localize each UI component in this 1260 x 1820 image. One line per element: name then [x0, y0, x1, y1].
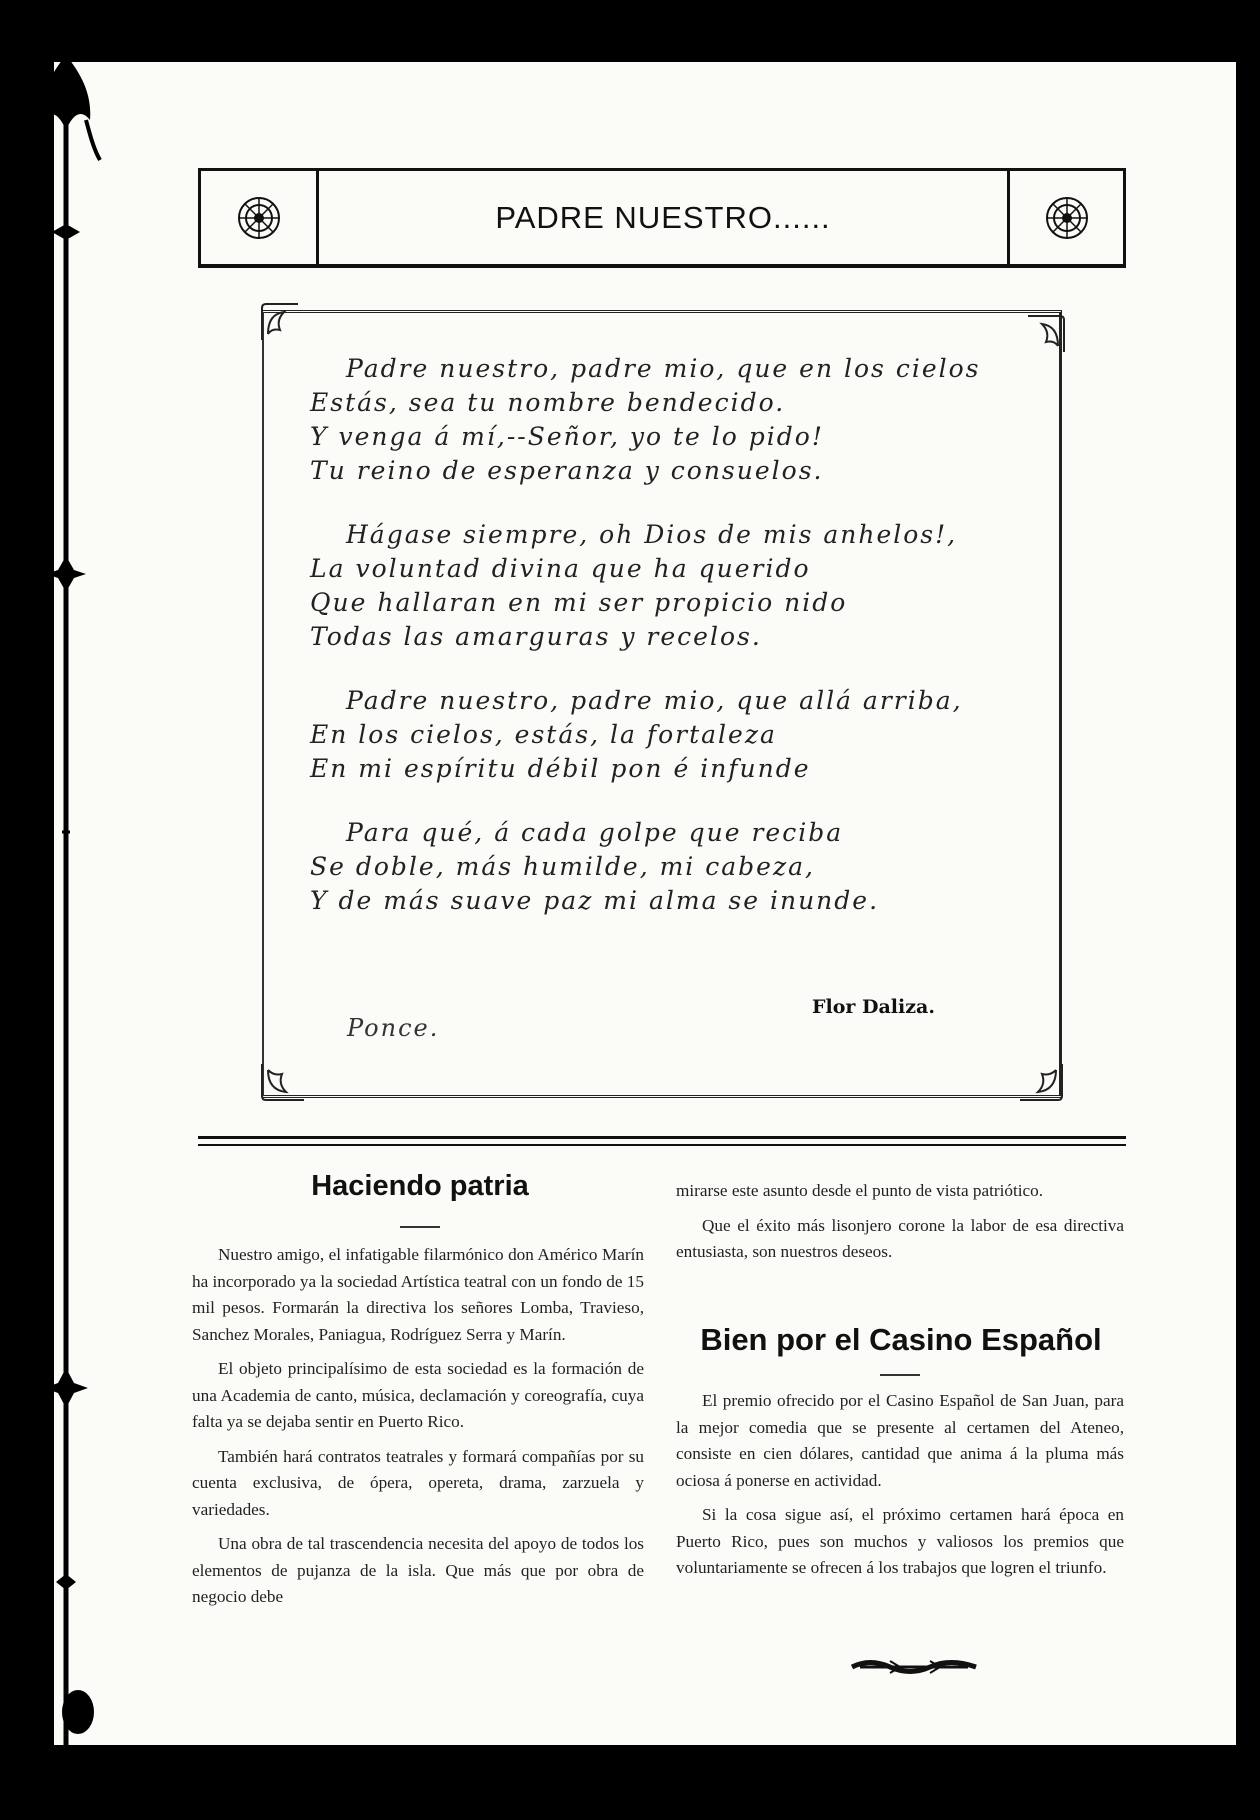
title-box	[198, 168, 1126, 268]
rosette-left	[201, 171, 319, 264]
poem-line: Todas las amarguras y recelos.	[310, 622, 762, 651]
poem-stanza	[310, 816, 1030, 918]
section-divider	[198, 1144, 1126, 1146]
article-paragraph: Nuestro amigo, el infatigable filarmónico don Américo Marín ha incorporado ya la sociedad Artística teatral con un fondo de 15 mil pesos. Formarán la directiva los señores Lomba, Travieso, Sanchez Morales, Paniagua, Rodríguez Serra y Marín.	[192, 1245, 644, 1344]
poem-line: Hágase siempre, oh Dios de mis anhelos!,	[346, 520, 958, 549]
section-divider	[198, 1136, 1126, 1139]
poem-line: Tu reino de esperanza y consuelos.	[310, 456, 824, 485]
article-continuation	[676, 1178, 1124, 1274]
end-ornament-icon	[850, 1656, 978, 1678]
poem-stanza	[310, 352, 1030, 488]
poem-stanza	[310, 684, 1030, 786]
poem-line: Padre nuestro, padre mio, que allá arriba,	[346, 686, 963, 715]
page-title: PADRE NUESTRO......	[495, 199, 831, 235]
poem-line: La voluntad divina que ha querido	[310, 554, 811, 583]
rosette-icon	[1044, 195, 1090, 241]
article-paragraph: mirarse este asunto desde el punto de vista patriótico.	[676, 1181, 1044, 1200]
poem-line: En mi espíritu débil pon é infunde	[310, 754, 811, 783]
poem-line: Y venga á mí,--Señor, yo te lo pido!	[310, 422, 824, 451]
poem	[310, 352, 1030, 948]
poem-signature: Flor Daliza.	[812, 996, 935, 1018]
article-paragraph: El objeto principalísimo de esta sociedad es la formación de una Academia de canto, música, declamación y coreografía, cuya falta ya se dejaba sentir en Puerto Rico.	[192, 1359, 644, 1431]
corner-ornament-icon	[258, 1060, 308, 1104]
poem-stanza	[310, 518, 1030, 654]
rosette-icon	[236, 195, 282, 241]
article-paragraph: El premio ofrecido por el Casino Español de San Juan, para la mejor comedia que se presente al certamen del Ateneo, consiste en cien dólares, cantidad que anima á la pluma más ociosa á ponerse en actividad.	[676, 1391, 1124, 1490]
poem-line: Se doble, más humilde, mi cabeza,	[310, 852, 815, 881]
corner-ornament-icon	[258, 300, 302, 344]
article-title: Haciendo patria	[311, 1170, 529, 1202]
article-paragraph: Si la cosa sigue así, el próximo certamen hará época en Puerto Rico, pues son muchos y valiosos los premios que voluntariamente se ofrecen á los trabajos que logren el triunfo.	[676, 1505, 1124, 1577]
rosette-right	[1007, 171, 1123, 264]
poem-line: Padre nuestro, padre mio, que en los cielos	[346, 354, 981, 383]
poem-line: Y de más suave paz mi alma se inunde.	[310, 886, 880, 915]
poem-place: Ponce.	[347, 1014, 440, 1042]
corner-ornament-icon	[1016, 1060, 1066, 1104]
article-paragraph: Que el éxito más lisonjero corone la labor de esa directiva entusiasta, son nuestros deseos.	[676, 1215, 1124, 1261]
poem-line: En los cielos, estás, la fortaleza	[310, 720, 777, 749]
article-paragraph: Una obra de tal trascendencia necesita del apoyo de todos los elementos de pujanza de la isla. Que más que por obra de negocio debe	[192, 1534, 644, 1606]
article-body	[676, 1388, 1124, 1590]
article-paragraph: También hará contratos teatrales y formará compañías por su cuenta exclusiva, de ópera, opereta, drama, zarzuela y variedades.	[192, 1446, 644, 1519]
poem-line: Que hallaran en mi ser propicio nido	[310, 588, 848, 617]
poem-line: Para qué, á cada golpe que reciba	[346, 818, 844, 847]
scan-border	[0, 1745, 1260, 1820]
title-dash	[880, 1374, 920, 1376]
decorative-rail	[0, 0, 130, 1820]
title-dash	[400, 1226, 440, 1228]
poem-line: Estás, sea tu nombre bendecido.	[310, 388, 786, 417]
article-title: Bien por el Casino Español	[700, 1322, 1102, 1357]
article-body	[192, 1242, 644, 1619]
corner-ornament-icon	[1024, 312, 1068, 356]
